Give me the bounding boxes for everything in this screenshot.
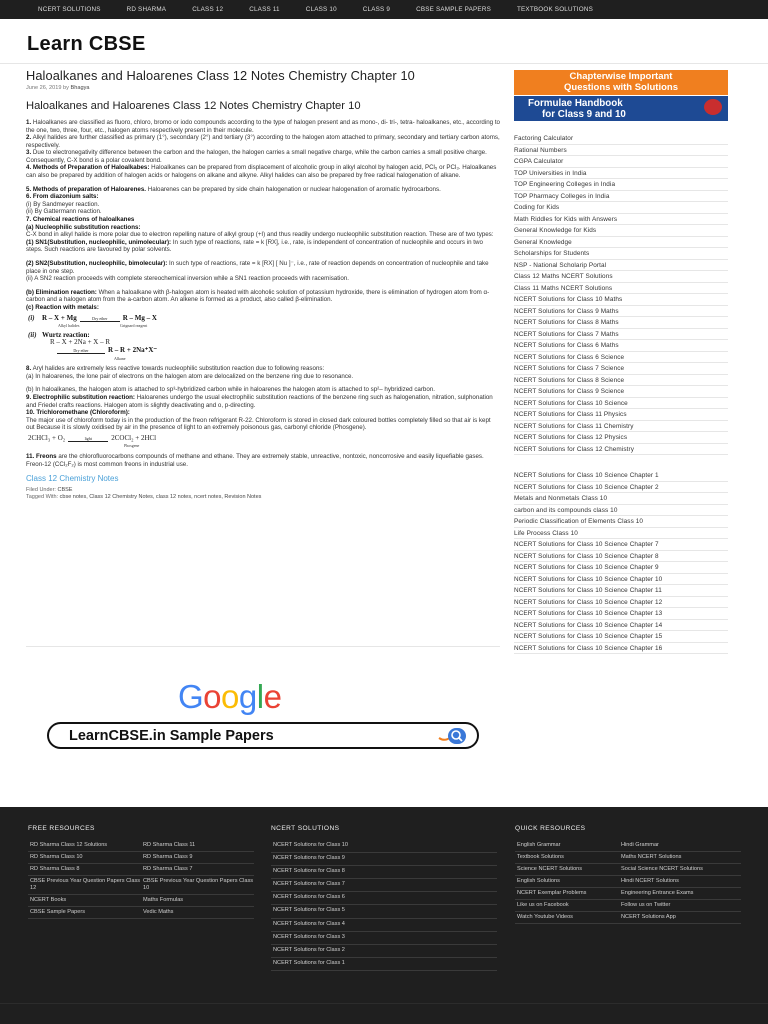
sidebar-link[interactable]: NCERT Solutions for Class 8 Science bbox=[514, 375, 728, 387]
sidebar-link[interactable]: NCERT Solutions for Class 10 Science Chapter 7 bbox=[514, 539, 728, 551]
footer-link[interactable]: NCERT Solutions for Class 3 bbox=[271, 932, 497, 945]
paragraph-sn2-ii: (ii) A SN2 reaction proceeds with complete stereochemical inversion while a SN1 reaction proceeds with racemisation. bbox=[26, 275, 349, 283]
post-by: by bbox=[63, 84, 69, 91]
sidebar-link[interactable]: CGPA Calculator bbox=[514, 156, 728, 168]
footer-link[interactable]: Watch Youtube Videos bbox=[515, 912, 619, 924]
eq-ii-name: Wurtz reaction: bbox=[42, 330, 90, 339]
nav-item[interactable]: CLASS 10 bbox=[305, 6, 337, 13]
footer-free-resources-list bbox=[28, 840, 254, 919]
post-meta bbox=[26, 85, 500, 91]
paragraph-10-body: The major use of chloroform today is in the production of the freon refrigerant R-22. Chloroform is stored in closed dark coloured bottles completely filled so that air is kept out Because it is slowly oxidised by air in the presence of light to an extremely poisonous gas, carbonyl chloride (Phosgene). bbox=[26, 416, 491, 432]
footer-link[interactable]: Vedic Maths bbox=[141, 907, 254, 919]
sidebar-link[interactable]: Life Process Class 10 bbox=[514, 528, 728, 540]
post-author[interactable]: Bhagya bbox=[70, 84, 90, 91]
footer-link[interactable]: CBSE Previous Year Question Papers Class 10 bbox=[141, 876, 254, 895]
sidebar-link[interactable]: TOP Engineering Colleges in India bbox=[514, 179, 728, 191]
footer-link[interactable]: Maths NCERT Solutions bbox=[619, 852, 741, 864]
footer-link[interactable]: NCERT Solutions for Class 6 bbox=[271, 892, 497, 905]
sidebar-link[interactable]: Metals and Nonmetals Class 10 bbox=[514, 493, 728, 505]
filed-category-link[interactable]: CBSE bbox=[57, 487, 73, 494]
post-taxonomy bbox=[26, 487, 500, 501]
sidebar-link[interactable]: NCERT Solutions for Class 10 Maths bbox=[514, 294, 728, 306]
important-questions-banner[interactable]: Chapterwise Important Questions with Solutions bbox=[514, 70, 728, 95]
eq-ii-label: (ii) bbox=[28, 330, 37, 339]
footer-link[interactable]: RD Sharma Class 10 bbox=[28, 852, 141, 864]
sidebar-link[interactable]: NCERT Solutions for Class 7 Maths bbox=[514, 329, 728, 341]
sidebar-link[interactable]: General Knowledge for Kids bbox=[514, 225, 728, 237]
sidebar-link[interactable]: NSP - National Scholarip Portal bbox=[514, 260, 728, 272]
sidebar-link[interactable]: NCERT Solutions for Class 10 Science bbox=[514, 398, 728, 410]
footer-link[interactable]: NCERT Solutions for Class 8 bbox=[271, 866, 497, 879]
footer-ncert-title: NCERT SOLUTIONS bbox=[271, 825, 340, 832]
footer-link[interactable]: NCERT Solutions for Class 9 bbox=[271, 853, 497, 866]
nav-item[interactable]: CLASS 11 bbox=[249, 6, 280, 13]
sidebar-link[interactable]: carbon and its compounds class 10 bbox=[514, 505, 728, 517]
footer-link[interactable]: NCERT Solutions for Class 7 bbox=[271, 879, 497, 892]
sidebar-link[interactable]: General Knowledge bbox=[514, 237, 728, 249]
logo-letter: G bbox=[178, 678, 204, 715]
footer-link[interactable]: NCERT Solutions App bbox=[619, 912, 741, 924]
footer-link[interactable]: RD Sharma Class 9 bbox=[141, 852, 254, 864]
sidebar-link[interactable]: NCERT Solutions for Class 6 Science bbox=[514, 352, 728, 364]
logo-letter: g bbox=[238, 678, 257, 715]
sidebar-link[interactable]: NCERT Solutions for Class 9 Science bbox=[514, 386, 728, 398]
footer-link[interactable]: Maths Formulas bbox=[141, 895, 254, 907]
eq-i-right: R – Mg – X bbox=[122, 313, 157, 322]
sidebar-link[interactable]: Scholarships for Students bbox=[514, 248, 728, 260]
logo-letter: o bbox=[203, 678, 222, 715]
paragraph-sn2: (2) SN2(Substitution, nucleophilic, bimolecular): In such type of reactions, rate = k [RX] [ Nu ]⁻, i.e., rate of reaction depends on concentration of nucleophile and take place in one step. bbox=[26, 260, 489, 275]
paragraph-7a-head: (a) Nucleophilic substitution reactions: bbox=[26, 223, 141, 231]
equation-phosgene bbox=[28, 435, 500, 450]
paragraph-b: (b) Elimination reaction: When a haloalkane with β-halogen atom is heated with alcoholic solution of potassium hydroxide, there is elimination of hydrogen atom from α-carbon and a halogen atom from the a-carbon atom. An alkene is formed as a product, also called β-elimination. bbox=[26, 288, 490, 304]
sidebar-link[interactable]: NCERT Solutions for Class 7 Science bbox=[514, 363, 728, 375]
sidebar-link[interactable]: Coding for Kids bbox=[514, 202, 728, 214]
sidebar-link[interactable]: NCERT Solutions for Class 10 Science Chapter 9 bbox=[514, 562, 728, 574]
handbook-badge-icon bbox=[704, 99, 722, 115]
eq-i-arrow: Dry ether bbox=[80, 316, 120, 322]
paragraph-8a: (a) In haloarenes, the lone pair of electrons on the halogen atom are delocalized on the benzene ring due to resonance. bbox=[26, 372, 354, 380]
eq-ii-top: R – X + 2Na + X – R bbox=[50, 338, 111, 347]
article bbox=[26, 69, 500, 501]
footer-link[interactable]: Social Science NCERT Solutions bbox=[619, 864, 741, 876]
footer-divider bbox=[0, 1003, 768, 1004]
paragraph-2: 2. Alkyl halides are further classified as primary (1°), secondary (2°) and tertiary (3°) according to the halogen atom attached to primary, secondary and tertiary carbon atoms, respectively. bbox=[26, 134, 500, 149]
sidebar-links-2 bbox=[514, 470, 728, 654]
sidebar-link[interactable]: NCERT Solutions for Class 10 Science Chapter 15 bbox=[514, 631, 728, 643]
footer-link[interactable]: Hindi Grammar bbox=[619, 840, 741, 852]
sidebar-link[interactable]: NCERT Solutions for Class 12 Chemistry bbox=[514, 444, 728, 456]
sidebar-link[interactable]: Periodic Classification of Elements Class 10 bbox=[514, 516, 728, 528]
site-logo[interactable]: Learn CBSE bbox=[27, 33, 146, 55]
eq3-arrow: light bbox=[68, 436, 108, 442]
tagged-label: Tagged With: bbox=[26, 494, 59, 501]
footer-link[interactable]: Textbook Solutions bbox=[515, 852, 619, 864]
footer-free-resources-title: FREE RESOURCES bbox=[28, 825, 95, 832]
header-divider bbox=[0, 63, 768, 64]
footer-link[interactable]: NCERT Solutions for Class 2 bbox=[271, 945, 497, 958]
footer-link[interactable]: Like us on Facebook bbox=[515, 900, 619, 912]
sidebar-link[interactable]: NCERT Solutions for Class 10 Science Chapter 14 bbox=[514, 620, 728, 632]
footer-link[interactable]: Engineering Entrance Exams bbox=[619, 888, 741, 900]
formulae-handbook-banner[interactable]: Formulae Handbook for Class 9 and 10 bbox=[514, 96, 728, 121]
sidebar-link[interactable]: Math Riddles for Kids with Answers bbox=[514, 214, 728, 226]
logo-letter: o bbox=[221, 678, 239, 715]
sidebar-link[interactable]: NCERT Solutions for Class 6 Maths bbox=[514, 340, 728, 352]
eq-i-under-left: Alkyl halides bbox=[58, 323, 80, 329]
class12-chemistry-notes-link[interactable]: Class 12 Chemistry Notes bbox=[26, 474, 119, 484]
sidebar-link[interactable]: Factoring Calculator bbox=[514, 133, 728, 145]
eq-i-under-right: Grignard reagent bbox=[120, 323, 148, 329]
paragraph-1: 1. Haloalkanes are classified as fluoro, chloro, bromo or iodo compounds according to the type of halogen present and as mono-, di- tri-, tetra- haloalkanes, etc., according to the one, two, three, four, etc., halogen atoms respectively present in their molecule. bbox=[26, 118, 500, 134]
nav-item[interactable]: TEXTBOOK SOLUTIONS bbox=[516, 6, 593, 13]
sidebar-link[interactable]: NCERT Solutions for Class 10 Science Chapter 10 bbox=[514, 574, 728, 586]
footer-link[interactable]: NCERT Exemplar Problems bbox=[515, 888, 619, 900]
sidebar-link[interactable]: NCERT Solutions for Class 10 Science Chapter 13 bbox=[514, 608, 728, 620]
footer-quick-resources-title: QUICK RESOURCES bbox=[515, 825, 586, 832]
sidebar-link[interactable]: Class 11 Maths NCERT Solutions bbox=[514, 283, 728, 295]
top-nav-list bbox=[0, 0, 768, 19]
eq-ii-arrow: Dry ether bbox=[57, 348, 105, 354]
eq-ii-under: Alkane bbox=[114, 355, 126, 361]
paragraph-6-ii: (ii) By Gattermann reaction. bbox=[26, 208, 102, 216]
footer-link[interactable]: Science NCERT Solutions bbox=[515, 864, 619, 876]
filed-label: Filed Under: bbox=[26, 487, 56, 494]
eq-i-left: R – X + Mg bbox=[42, 313, 77, 322]
sidebar-links-1 bbox=[514, 133, 728, 455]
paragraph-5: 5. Methods of preparation of Haloarenes. Haloarenes can be prepared by side chain halogenation or nuclear halogenation of aromatic hydrocarbons. bbox=[26, 185, 441, 193]
paragraph-7: 7. Chemical reactions of haloalkanes bbox=[26, 216, 135, 224]
footer-link[interactable]: English Solutions bbox=[515, 876, 619, 888]
sidebar-link[interactable]: NCERT Solutions for Class 12 Physics bbox=[514, 432, 728, 444]
nav-item[interactable]: CLASS 12 bbox=[192, 6, 224, 13]
article-body bbox=[26, 119, 500, 468]
footer-link[interactable]: NCERT Solutions for Class 1 bbox=[271, 958, 497, 971]
site-footer bbox=[0, 807, 768, 1024]
footer-link[interactable]: NCERT Solutions for Class 10 bbox=[271, 840, 497, 853]
footer-link[interactable]: Hindi NCERT Solutions bbox=[619, 876, 741, 888]
footer-link[interactable]: CBSE Sample Papers bbox=[28, 907, 141, 919]
paragraph-6-i: (i) By Sandmeyer reaction. bbox=[26, 200, 100, 208]
footer-ncert-list bbox=[271, 840, 497, 971]
paragraph-sn1: (1) SN1(Substitution, nucleophilic, unimolecular): In such type of reactions, rate = k [RX], i.e., rate, is independent of concentration of nucleophile and occurs in two steps. Such reactions are favoured by polar solvents. bbox=[26, 238, 483, 254]
top-nav bbox=[0, 0, 768, 19]
sidebar-link[interactable]: Rational Numbers bbox=[514, 145, 728, 157]
footer-link[interactable]: NCERT Solutions for Class 4 bbox=[271, 919, 497, 932]
sample-papers-search-ad[interactable] bbox=[47, 722, 479, 749]
footer-link[interactable]: NCERT Books bbox=[28, 895, 141, 907]
footer-link[interactable]: RD Sharma Class 8 bbox=[28, 864, 141, 876]
footer-link[interactable]: NCERT Solutions for Class 5 bbox=[271, 905, 497, 918]
article-heading: Haloalkanes and Haloarenes Class 12 Notes Chemistry Chapter 10 bbox=[26, 99, 361, 112]
footer-link[interactable]: RD Sharma Class 12 Solutions bbox=[28, 840, 141, 852]
sidebar-link[interactable]: NCERT Solutions for Class 11 Physics bbox=[514, 409, 728, 421]
paragraph-4: 4. Methods of Preparation of Haloalkabes: Haloalkanes can be prepared from displacement of alcoholic group in alkyl alcohol by halogen acid, PCl₅ or PCl₃. Haloalkanes can also be prepared by addition of halogen acids or halogens on alkane and alkyne. Alkyl halides can also be prepared by free radical halogenation of alkane. bbox=[26, 164, 497, 180]
sidebar bbox=[514, 70, 728, 654]
sidebar-link[interactable]: NCERT Solutions for Class 9 Maths bbox=[514, 306, 728, 318]
post-date: June 26, 2019 bbox=[26, 84, 62, 91]
tag-links[interactable]: cbse notes, Class 12 Chemistry Notes, class 12 notes, ncert notes, Revision Notes bbox=[59, 494, 262, 501]
sidebar-link[interactable]: NCERT Solutions for Class 10 Science Chapter 16 bbox=[514, 643, 728, 655]
paragraph-8: 8. Aryl halides are extremely less reactive towards nucleophilic substitution reaction due to following reasons: bbox=[26, 365, 325, 373]
nav-item[interactable]: NCERT SOLUTIONS bbox=[38, 6, 101, 13]
search-ad-text: LearnCBSE.in Sample Papers bbox=[69, 728, 274, 744]
sidebar-link[interactable]: NCERT Solutions for Class 10 Science Chapter 12 bbox=[514, 597, 728, 609]
footer-link[interactable]: RD Sharma Class 11 bbox=[141, 840, 254, 852]
sidebar-link[interactable]: Class 12 Maths NCERT Solutions bbox=[514, 271, 728, 283]
logo-letter: l bbox=[256, 678, 264, 715]
post-title[interactable]: Haloalkanes and Haloarenes Class 12 Notes Chemistry Chapter 10 bbox=[26, 68, 415, 83]
paragraph-9: 9. Electrophilic substitution reaction: Haloarenes undergo the usual electrophilic substitution reactions of the benzene ring such as halogenation, nitration, sulphonation and Friedel crafts reactions. Halogen atom is slightly deactivating and o, p-directing. bbox=[26, 393, 493, 409]
sidebar-link[interactable]: NCERT Solutions for Class 10 Science Chapter 8 bbox=[514, 551, 728, 563]
eq-ii-right: R – R + 2Na⁺X⁻ bbox=[108, 345, 158, 354]
sidebar-link[interactable]: NCERT Solutions for Class 10 Science Chapter 1 bbox=[514, 470, 728, 482]
sidebar-link[interactable]: NCERT Solutions for Class 10 Science Chapter 11 bbox=[514, 585, 728, 597]
footer-link[interactable]: English Grammar bbox=[515, 840, 619, 852]
sidebar-link[interactable]: NCERT Solutions for Class 10 Science Chapter 2 bbox=[514, 482, 728, 494]
paragraph-11: 11. Freons are the chlorofluorocarbons compounds of methane and ethane. They are extremely stable, unreactive, nontoxic, noncorrosive and easily liquefiable gases. Freon-12 (CCl₂F₂) is most common freons in industrial use. bbox=[26, 453, 484, 468]
eq-i-label: (i) bbox=[28, 313, 35, 322]
nav-item[interactable]: RD SHARMA bbox=[126, 6, 167, 13]
footer-quick-resources-list bbox=[515, 840, 741, 924]
eq3-under: Phosgene bbox=[124, 443, 140, 449]
footer-link[interactable]: CBSE Previous Year Question Papers Class 12 bbox=[28, 876, 141, 895]
sidebar-link[interactable]: NCERT Solutions for Class 11 Chemistry bbox=[514, 421, 728, 433]
eq3-left: 2CHCl₃ + O₂ bbox=[28, 433, 66, 442]
search-icon bbox=[437, 726, 467, 746]
paragraph-3: 3. Due to electronegativity difference between the carbon and the halogen, the halogen carries a small negative charge, while the carbon carries a small positive charge. Consequently, C-X bond is a polar covalent bond. bbox=[26, 149, 487, 164]
nav-item[interactable]: CBSE SAMPLE PAPERS bbox=[416, 6, 491, 13]
paragraph-c: (c) Reaction with metals: bbox=[26, 303, 99, 311]
paragraph-10: 10. Trichloromethane (Chloroform): bbox=[26, 409, 130, 417]
nav-item[interactable]: CLASS 9 bbox=[362, 6, 391, 13]
sidebar-link[interactable]: TOP Pharmacy Colleges in India bbox=[514, 191, 728, 203]
sidebar-link[interactable]: TOP Universities in India bbox=[514, 168, 728, 180]
footer-link[interactable]: Follow us on Twitter bbox=[619, 900, 741, 912]
paragraph-7a: C-X bond in alkyl halide is more polar due to electron repelling nature of alkyl group (+I) and thus readily undergo nucleophilic substitution reaction. These are of two types: bbox=[26, 231, 494, 239]
logo-letter: e bbox=[263, 678, 282, 715]
equation-grignard bbox=[28, 315, 500, 363]
paragraph-8b: (b) In haloalkanes, the halogen atom is attached to sp³-hybridized carbon while in haloarenes the halogen atom is attached to sp²– hybridized carbon. bbox=[26, 386, 435, 394]
article-divider bbox=[26, 646, 500, 647]
sidebar-link[interactable]: NCERT Solutions for Class 8 Maths bbox=[514, 317, 728, 329]
footer-link[interactable]: RD Sharma Class 7 bbox=[141, 864, 254, 876]
google-logo[interactable] bbox=[178, 678, 281, 716]
eq3-right: 2COCl₂ + 2HCl bbox=[111, 433, 157, 442]
paragraph-6: 6. From diazonium salts: bbox=[26, 193, 99, 201]
